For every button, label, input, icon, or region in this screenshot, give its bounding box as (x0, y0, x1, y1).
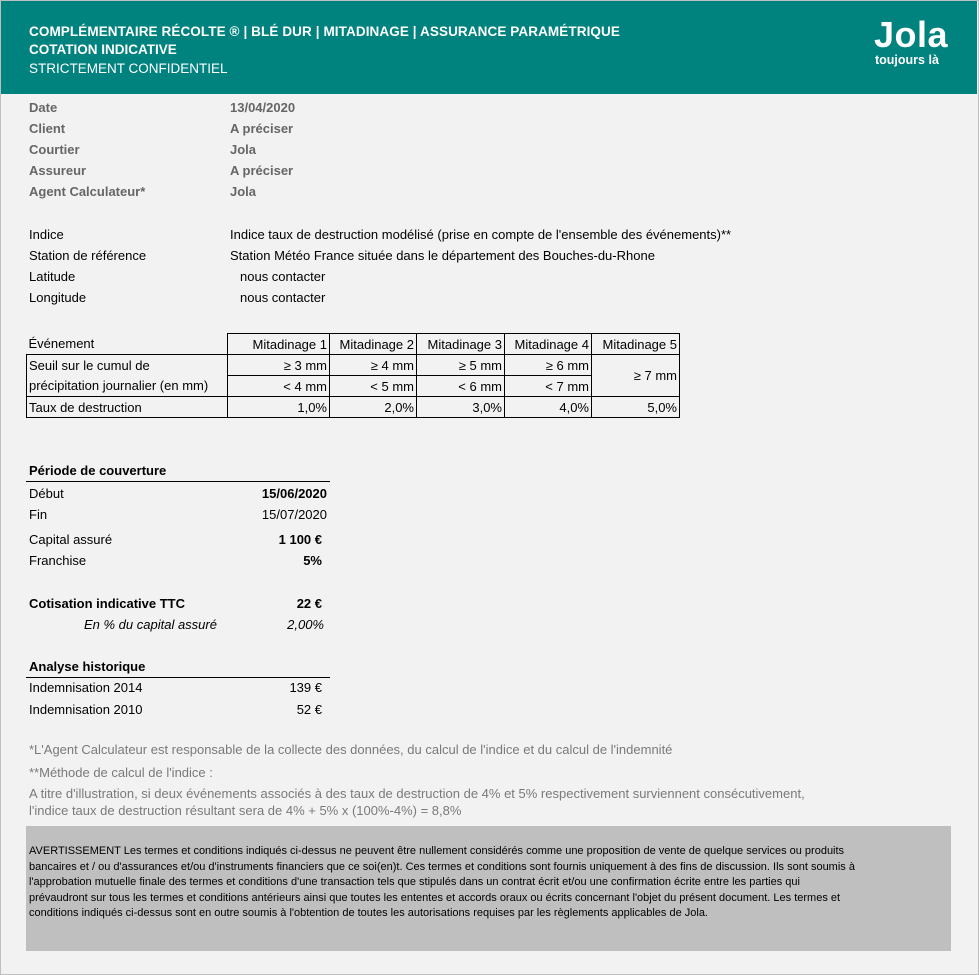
history-row1-label: Indemnisation 2014 (29, 680, 143, 695)
coverage-divider (26, 481, 330, 482)
header-banner (1, 1, 977, 94)
date-value: 13/04/2020 (230, 100, 296, 115)
client-label: Client (29, 121, 66, 136)
events-header-row (27, 334, 680, 355)
threshold-max-3: < 6 mm (417, 376, 505, 397)
rate-row (27, 397, 680, 418)
rate-3: 3,0% (417, 397, 505, 418)
courtier-label: Courtier (29, 142, 80, 157)
franchise-value: 5% (303, 553, 322, 568)
assureur-label: Assureur (29, 163, 87, 178)
event-col-1: Mitadinage 1 (228, 334, 330, 355)
event-col-5: Mitadinage 5 (592, 334, 680, 355)
capital-label: Capital assuré (29, 532, 113, 547)
threshold-min-4: ≥ 6 mm (505, 355, 592, 376)
threshold-min-5: ≥ 7 mm (592, 355, 680, 397)
capital-value: 1 100 € (278, 532, 322, 547)
courtier-value: Jola (230, 142, 257, 157)
agent-label: Agent Calculateur* (29, 184, 146, 199)
document-subtitle: COTATION INDICATIVE (29, 42, 177, 57)
franchise-label: Franchise (29, 553, 87, 568)
history-row1-value: 139 € (289, 680, 322, 695)
station-label: Station de référence (29, 248, 147, 263)
rate-5: 5,0% (592, 397, 680, 418)
longitude-value: nous contacter (240, 290, 326, 305)
rate-label: Taux de destruction (27, 397, 228, 418)
threshold-max-1: < 4 mm (228, 376, 330, 397)
history-row2-label: Indemnisation 2010 (29, 702, 143, 717)
events-table (26, 333, 680, 418)
longitude-label: Longitude (29, 290, 87, 305)
cotisation-label: Cotisation indicative TTC (29, 596, 186, 611)
threshold-min-1: ≥ 3 mm (228, 355, 330, 376)
coverage-title: Période de couverture (29, 463, 167, 478)
event-header-label: Événement (27, 334, 228, 355)
assureur-value: A préciser (230, 163, 294, 178)
jola-logo: Jola (874, 14, 949, 55)
pct-value: 2,00% (287, 617, 324, 632)
fin-label: Fin (29, 507, 48, 522)
method-line-2: l'indice taux de destruction résultant sera de 4% + 5% x (100%-4%) = 8,8% (29, 803, 462, 818)
warning-text: AVERTISSEMENT Les termes et conditions indiqués ci-dessus ne peuvent être nullement considérés comme une proposition de vente de quelque services ou produits bancaires et / ou d'assurances et/ou d'instruments financiers que ce soi(en)t. Ces termes et conditions sont fournis uniquement à des fins de discussion. Ils sont soumis à l'approbation mutuelle finale des termes et conditions d'une transaction tels que stipulés dans un contrat écrit et/ou une confirmation écrite entre les parties qui prévaudront sur tous les termes et conditions antérieurs ainsi que toutes les ententes et accords oraux ou écrits concernant l'objet du présent document. Les termes et conditions indiqués ci-dessus sont en outre soumis à l'obtention de toutes les autorisations requises par les règlements applicables de Jola. (29, 845, 855, 919)
date-label: Date (29, 100, 58, 115)
event-col-2: Mitadinage 2 (330, 334, 417, 355)
threshold-min-row (27, 355, 680, 376)
method-line-1: A titre d'illustration, si deux événements associés à des taux de destruction de 4% et 5% respectivement surviennent consécutivement, (29, 786, 805, 801)
event-col-4: Mitadinage 4 (505, 334, 592, 355)
station-value: Station Météo France située dans le département des Bouches-du-Rhone (230, 248, 655, 263)
logo-tagline: toujours là (875, 53, 939, 67)
history-title: Analyse historique (29, 659, 146, 674)
debut-value: 15/06/2020 (261, 486, 327, 501)
threshold-max-2: < 5 mm (330, 376, 417, 397)
agent-footnote: *L'Agent Calculateur est responsable de la collecte des données, du calcul de l'indice et du calcul de l'indemnité (29, 742, 673, 757)
history-row2-value: 52 € (296, 702, 322, 717)
threshold-max-4: < 7 mm (505, 376, 592, 397)
rate-1: 1,0% (228, 397, 330, 418)
threshold-max-row (27, 376, 680, 397)
cotisation-value: 22 € (296, 596, 322, 611)
confidential-label: STRICTEMENT CONFIDENTIEL (29, 61, 228, 76)
agent-value: Jola (230, 184, 257, 199)
event-col-3: Mitadinage 3 (417, 334, 505, 355)
threshold-min-2: ≥ 4 mm (330, 355, 417, 376)
rate-2: 2,0% (330, 397, 417, 418)
threshold-label-1: Seuil sur le cumul de (27, 355, 228, 376)
fin-value: 15/07/2020 (261, 507, 327, 522)
pct-label: En % du capital assuré (84, 617, 217, 632)
document-title: COMPLÉMENTAIRE RÉCOLTE ® | BLÉ DUR | MITADINAGE | ASSURANCE PARAMÉTRIQUE (29, 24, 620, 39)
client-value: A préciser (230, 121, 294, 136)
threshold-label-2: précipitation journalier (en mm) (27, 376, 228, 397)
indice-value: Indice taux de destruction modélisé (prise en compte de l'ensemble des événements)** (230, 227, 732, 242)
debut-label: Début (29, 486, 64, 501)
latitude-label: Latitude (29, 269, 76, 284)
warning-box (26, 826, 951, 951)
threshold-min-3: ≥ 5 mm (417, 355, 505, 376)
method-title: **Méthode de calcul de l'indice : (29, 765, 213, 780)
latitude-value: nous contacter (240, 269, 326, 284)
history-divider (26, 677, 330, 678)
indice-label: Indice (29, 227, 64, 242)
rate-4: 4,0% (505, 397, 592, 418)
